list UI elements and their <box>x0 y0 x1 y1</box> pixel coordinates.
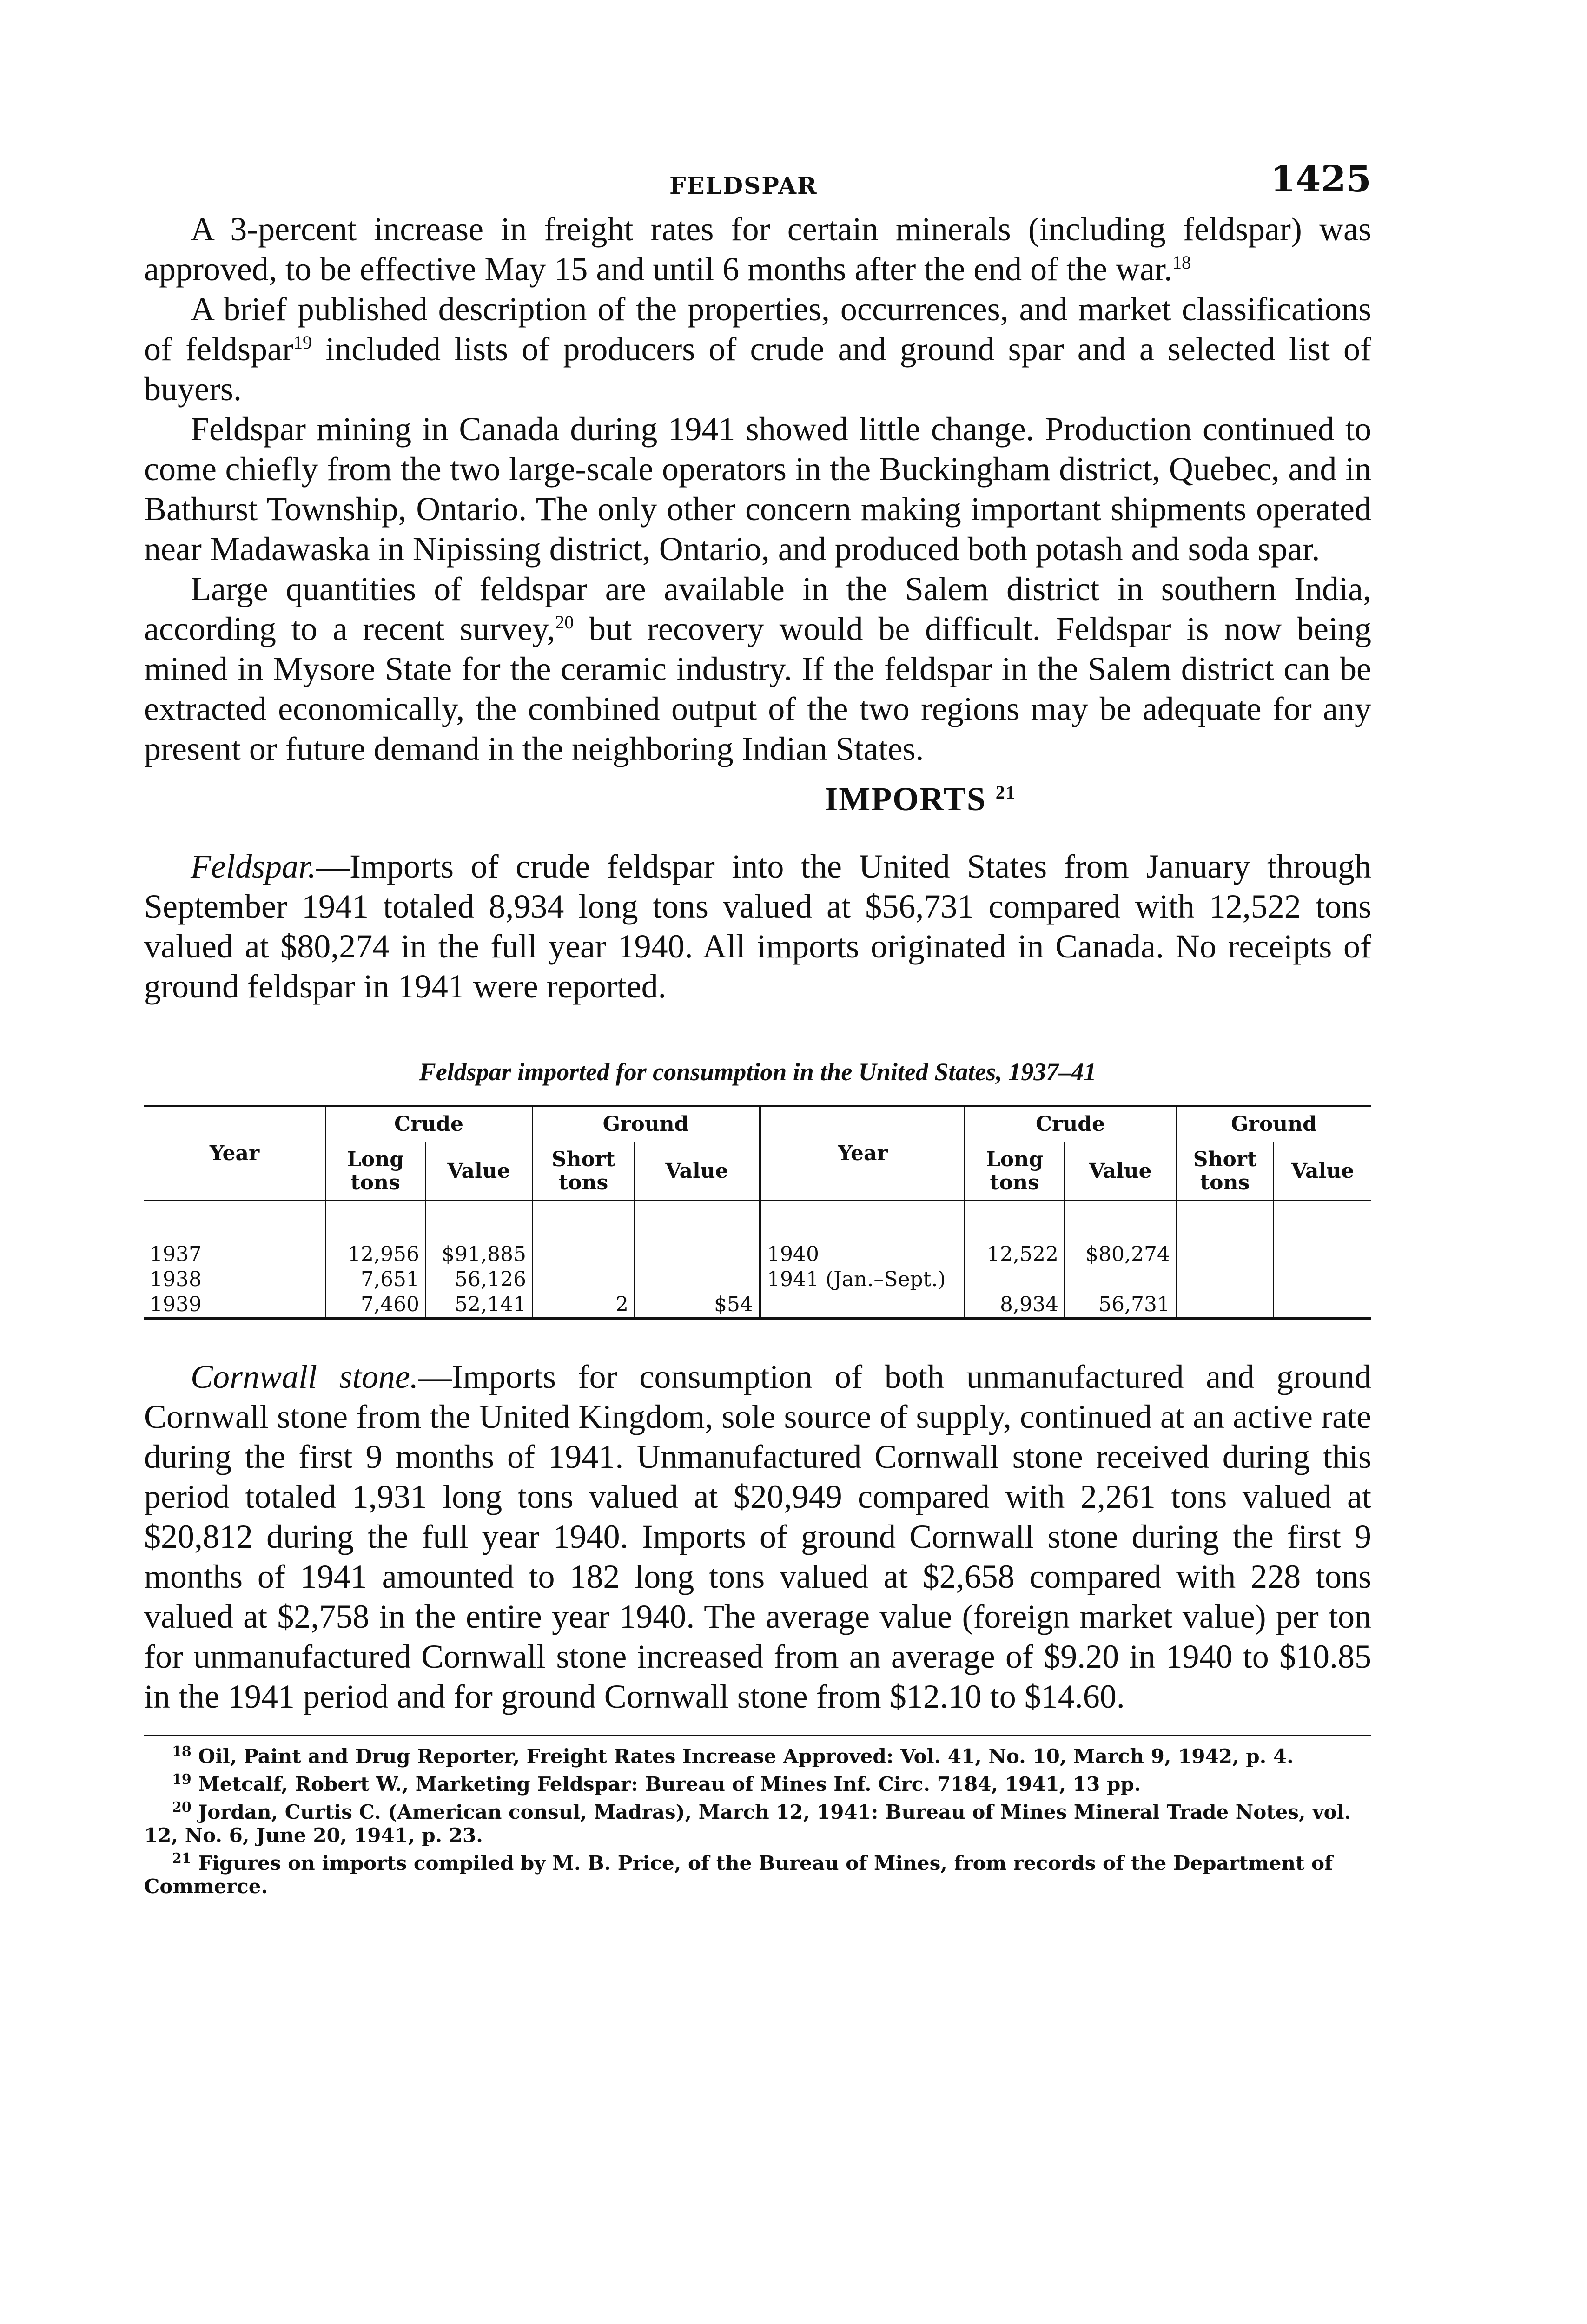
cell-year: 1940 <box>760 1242 965 1267</box>
col-header-crude: Crude <box>325 1106 532 1142</box>
col-header-year: Year <box>144 1106 325 1201</box>
col-header-value: Value <box>1065 1142 1176 1201</box>
col-header-ground: Ground <box>532 1106 760 1142</box>
cell-year: 1939 <box>150 1293 202 1316</box>
cell-ground-value <box>1274 1242 1371 1267</box>
col-header-short-tons: Short tons <box>1176 1142 1274 1201</box>
document-page <box>144 158 1371 1898</box>
table-title: Feldspar imported for consumption in the United States, 1937–41 <box>419 1058 1097 1086</box>
feldspar-imports-table <box>144 1105 1371 1320</box>
footnote-ref-21[interactable]: 21 <box>995 782 1016 803</box>
cell-crude-value: 56,731 <box>1065 1267 1176 1319</box>
col-header-value: Value <box>1274 1142 1371 1201</box>
cell-crude-tons: 12,956 <box>325 1242 425 1267</box>
col-header-value: Value <box>425 1142 532 1201</box>
run-in-heading-feldspar: Feldspar. <box>191 848 316 885</box>
footnotes <box>144 1735 1371 1898</box>
page-number: 1425 <box>1270 158 1371 200</box>
col-header-ground-right: Ground <box>1176 1106 1371 1142</box>
cell-crude-value: $91,885 <box>425 1242 532 1267</box>
running-head <box>144 158 1371 209</box>
cell-crude-tons: 8,934 <box>965 1267 1065 1319</box>
cell-ground-tons <box>532 1267 635 1292</box>
col-header-long-tons: Long tons <box>325 1142 425 1201</box>
cell-crude-tons: 12,522 <box>965 1242 1065 1267</box>
footnote: $^{21}$ Figures on imports compiled by M. B. Price, of the Bureau of Mines, from records of the Department of Commerce. <box>144 1850 1333 1898</box>
running-title: FELDSPAR <box>669 172 818 199</box>
cell-ground-tons <box>1176 1267 1274 1319</box>
paragraph-description: A brief published description of the properties, occurrences, and market classifications of feldspar$^{19}$ included lists of producers of crude and ground spar and a selected list of buyers. <box>144 290 1371 408</box>
run-in-heading-cornwall: Cornwall stone. <box>191 1358 418 1395</box>
table-spacer-row <box>144 1201 1371 1242</box>
cell-ground-value <box>635 1242 760 1267</box>
cell-crude-value: 56,126 <box>425 1267 532 1292</box>
col-header-value: Value <box>635 1142 760 1201</box>
cell-ground-tons <box>532 1242 635 1267</box>
col-header-short-tons: Short tons <box>532 1142 635 1201</box>
paragraph-feldspar-imports: Feldspar.—Imports of crude feldspar into the United States from January through September 1941 totaled 8,934 long tons valued at $56,731 compared with 12,522 tons valued at $80,274 in the full year 1940. All imports originated in Canada. No receipts of ground feldspar in 1941 were reported. <box>144 848 1371 1005</box>
cell-ground-value <box>1274 1267 1371 1319</box>
paragraph-freight-rates: A 3-percent increase in freight rates for certain minerals (including feldspar) was approved, to be effective May 15 and until 6 months after the end of the war.$^{18}$ <box>144 211 1371 288</box>
footnote: $^{18}$ Oil, Paint and Drug Reporter, Freight Rates Increase Approved: Vol. 41, No. 10, March 9, 1942, p. 4. <box>172 1743 1294 1768</box>
col-header-crude-right: Crude <box>965 1106 1176 1142</box>
cell-ground-value: $54 <box>635 1292 760 1319</box>
cell-year: 1938 <box>150 1268 202 1291</box>
footnote-ref-19[interactable]: 19 <box>293 332 312 353</box>
col-header-long-tons: Long tons <box>965 1142 1065 1201</box>
table-row <box>144 1242 1371 1267</box>
cell-crude-value: 52,141 <box>425 1292 532 1319</box>
imports-heading: IMPORTS $^{21}$ <box>825 780 1016 818</box>
cell-ground-value <box>635 1267 760 1292</box>
cell-crude-tons: 7,651 <box>325 1267 425 1292</box>
cell-ground-tons <box>1176 1242 1274 1267</box>
paragraph-cornwall-stone: Cornwall stone.—Imports for consumption of both unmanufactured and ground Cornwall stone from the United Kingdom, sole source of supply, continued at an active rate during the first 9 months of 1941. Unmanufactured Cornwall stone received during this period totaled 1,931 long tons valued at $20,949 compared with 2,261 tons valued at $20,812 during the full year 1940. Imports of ground Cornwall stone during the first 9 months of 1941 amounted to 182 long tons valued at $2,658 compared with 228 tons valued at $2,758 in the entire year 1940. The average value (foreign market value) per ton for unmanufactured Cornwall stone increased from an average of $9.20 in 1940 to $10.85 in the 1941 period and for ground Cornwall stone from $12.10 to $14.60. <box>144 1358 1371 1715</box>
table-row <box>144 1267 1371 1292</box>
footnote: $^{19}$ Metcalf, Robert W., Marketing Feldspar: Bureau of Mines Inf. Circ. 7184, 1941, 13 pp. <box>172 1771 1141 1796</box>
cell-ground-tons: 2 <box>532 1292 635 1319</box>
paragraph-canada-mining: Feldspar mining in Canada during 1941 showed little change. Production continued to come chiefly from the two large-scale operators in the Buckingham district, Quebec, and in Bathurst Township, Ontario. The only other concern making important shipments operated near Madawaska in Nipissing district, Ontario, and produced both potash and soda spar. <box>144 410 1371 568</box>
cell-year: 1941 (Jan.–Sept.) <box>760 1267 965 1319</box>
paragraph-india: Large quantities of feldspar are available in the Salem district in southern India, according to a recent survey,$^{20}$ but recovery would be difficult. Feldspar is now being mined in Mysore State for the ceramic industry. If the feldspar in the Salem district can be extracted economically, the combined output of the two regions may be adequate for any present or future demand in the neighboring Indian States. <box>144 570 1371 767</box>
footnote-ref-18[interactable]: 18 <box>1172 252 1191 273</box>
cell-year: 1937 <box>150 1242 202 1266</box>
col-header-year-right: Year <box>760 1106 965 1201</box>
cell-crude-value: $80,274 <box>1065 1242 1176 1267</box>
cell-crude-tons: 7,460 <box>325 1292 425 1319</box>
footnote-ref-20[interactable]: 20 <box>555 612 574 633</box>
footnote: $^{20}$ Jordan, Curtis C. (American consul, Madras), March 12, 1941: Bureau of Mines Mineral Trade Notes, vol. 12, No. 6, June 20, 1941, p. 23. <box>144 1799 1351 1847</box>
